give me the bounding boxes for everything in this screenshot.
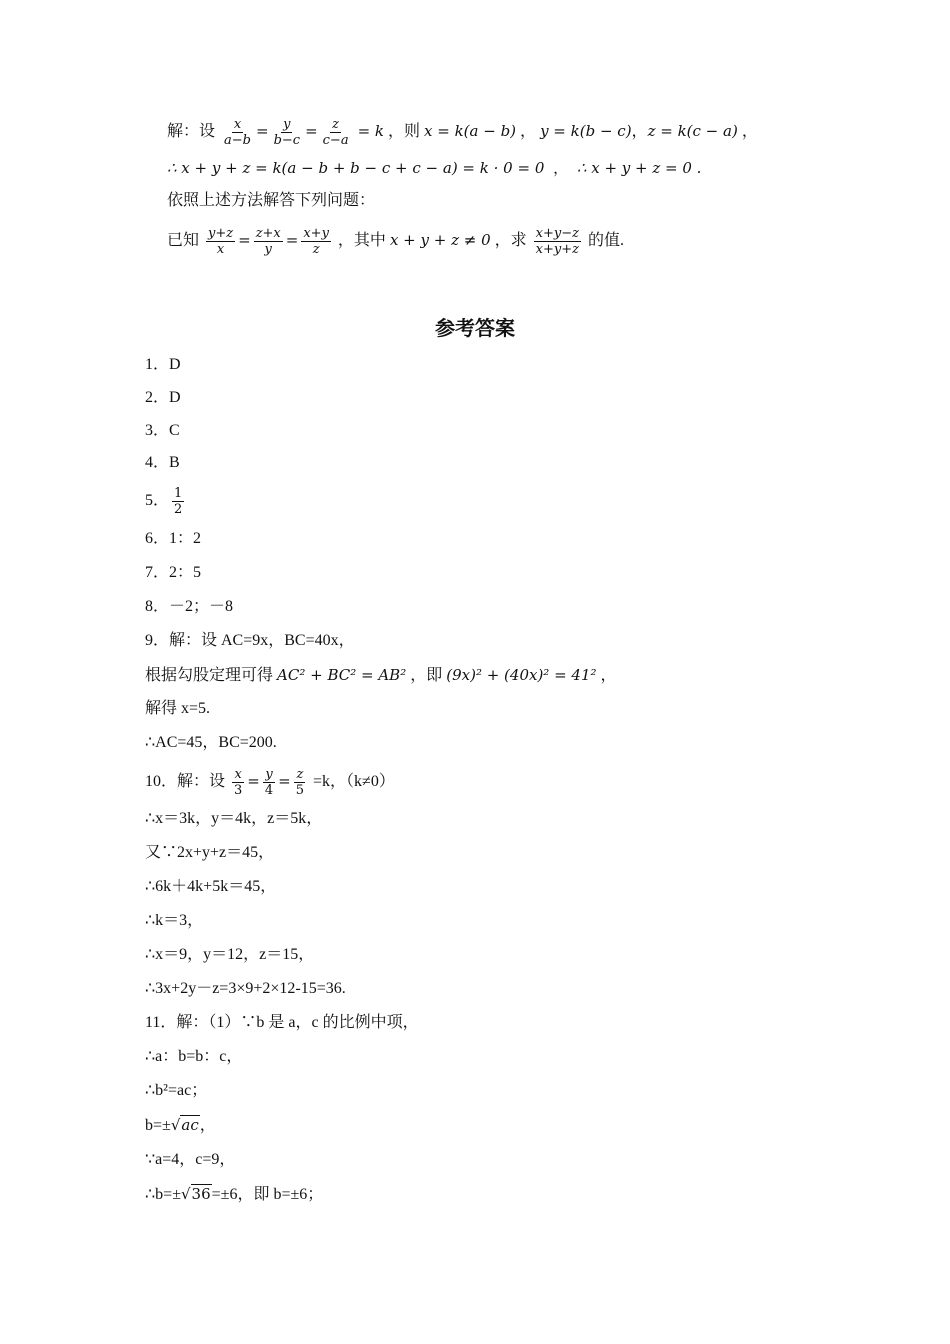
text: ，其中 xyxy=(337,232,386,250)
answer-11-line-6 xyxy=(145,1183,323,1206)
answer-6: 6．1：2 xyxy=(145,530,202,547)
intro-line-3: 依照上述方法解答下列问题： xyxy=(167,192,376,209)
answers-heading: 参考答案 xyxy=(435,316,515,340)
fraction: $\frac{z+x}{y}$ xyxy=(255,226,281,257)
text: 的值. xyxy=(587,232,624,250)
text: ∴b=± xyxy=(145,1186,181,1203)
text: ， xyxy=(600,667,617,684)
answer-label: 5． xyxy=(145,492,170,510)
text: =k，（k≠0） xyxy=(313,773,395,791)
answer-10-line-3: 又∵2x+y+z＝45， xyxy=(145,844,275,861)
fraction: $\frac{x}{a-b}$ xyxy=(224,117,251,148)
fraction: $\frac{x+y-z}{x+y+z}$ xyxy=(535,226,579,257)
fraction: $\frac{z}{5}$ xyxy=(295,767,305,798)
answer-11-line-4 xyxy=(145,1114,216,1137)
answer-9-line-2 xyxy=(145,664,617,687)
math-expr: ∴ x + y + z = 0 . xyxy=(576,159,702,177)
math-expr: x + y + z ≠ 0 xyxy=(389,231,491,250)
answer-11-line-1: 11．解：（1）∵b 是 a，c 的比例中项， xyxy=(145,1014,419,1031)
answer-10-line-7: ∴3x+2y－z=3×9+2×12-15=36. xyxy=(145,980,346,997)
answer-1: 1．D xyxy=(145,356,181,373)
text: 根据勾股定理可得 xyxy=(145,667,274,684)
text: 解：设 xyxy=(167,123,216,141)
math-expr: z = k(c − a) xyxy=(647,122,738,141)
sqrt-sign: √ xyxy=(180,1185,191,1203)
answer-8: 8．－2；－8 xyxy=(145,598,234,615)
text: 10．解：设 xyxy=(145,773,226,791)
answer-3: 3．C xyxy=(145,422,180,439)
text: ，求 xyxy=(494,232,527,250)
text: ， xyxy=(199,1117,216,1134)
fraction: $\frac{x+y}{z}$ xyxy=(303,226,329,257)
answer-11-line-2: ∴a：b=b：c， xyxy=(145,1048,243,1065)
radicand: ac xyxy=(181,1116,199,1134)
math-expr: = k xyxy=(357,122,385,141)
text: 已知 xyxy=(167,232,200,250)
intro-line-2: ∴ x + y + z = k(a − b + b − c + c − a) = k · 0 = 0 ， ∴ x + y + z = 0 . xyxy=(167,159,702,177)
math-expr: x = k(a − b) xyxy=(424,122,517,141)
answer-4: 4．B xyxy=(145,454,180,471)
answer-5 xyxy=(145,487,187,516)
answer-2: 2．D xyxy=(145,389,181,406)
text: =±6，即 b=±6； xyxy=(211,1186,324,1203)
answer-9-line-4: ∴AC=45，BC=200. xyxy=(145,734,277,751)
answer-9-line-1: 9．解：设 AC=9x，BC=40x， xyxy=(145,632,355,649)
answer-10-line-2: ∴x＝3k，y＝4k，z＝5k， xyxy=(145,810,323,827)
intro-line-4: 已知 $\frac{y+z}{x}$ = $\frac{z+x}{y}$ = $\frac{x+y}{z}$ ，其中 x + y + z ≠ 0 ，求 $\frac{x+y-z}{x+y+z}$ 的值. xyxy=(167,226,624,257)
fraction: $\frac{1}{2}$ xyxy=(174,486,183,517)
text: b=± xyxy=(145,1117,171,1134)
radicand: 36 xyxy=(191,1185,211,1203)
answer-7: 7．2：5 xyxy=(145,564,202,581)
math-expr: AC² + BC² = AB² xyxy=(277,666,407,684)
answer-10-line-4: ∴6k＋4k+5k＝45， xyxy=(145,878,277,895)
fraction: $\frac{x}{3}$ xyxy=(234,767,243,798)
text: ， xyxy=(741,123,758,141)
answer-10-line-6: ∴x＝9，y＝12，z＝15， xyxy=(145,946,315,963)
fraction: $\frac{y+z}{x}$ xyxy=(208,226,234,257)
math-expr: y = k(b − c) xyxy=(540,122,632,141)
text: ，则 xyxy=(388,123,421,141)
answer-11-line-5: ∵a=4，c=9， xyxy=(145,1151,236,1168)
math-expr: (9x)² + (40x)² = 41² xyxy=(446,666,597,684)
text: ， xyxy=(520,123,537,141)
math-expr: ∴ x + y + z = k(a − b + b − c + c − a) = k · 0 = 0 xyxy=(167,159,545,177)
answer-10-line-1: 10．解：设 $\frac{x}{3}$ = $\frac{y}{4}$ = $\frac{z}{5}$ =k，（k≠0） xyxy=(145,767,395,798)
answer-10-line-5: ∴k＝3， xyxy=(145,912,204,929)
text: ，即 xyxy=(410,667,443,684)
sqrt-sign: √ xyxy=(170,1116,181,1134)
answer-9-line-3: 解得 x=5. xyxy=(145,700,211,717)
fraction: $\frac{y}{b-c}$ xyxy=(273,117,301,148)
fraction: $\frac{z}{c-a}$ xyxy=(322,117,349,148)
intro-line-1: 解：设 $\frac{x}{a-b}$ = $\frac{y}{b-c}$ = $\frac{z}{c-a}$ = k ，则 x = k(a − b) ， y = k(b − c)，z = k(c − a) ， xyxy=(167,117,758,148)
answer-11-line-3: ∴b²=ac； xyxy=(145,1082,208,1099)
text: ， xyxy=(631,123,648,141)
fraction: $\frac{y}{4}$ xyxy=(264,767,274,798)
